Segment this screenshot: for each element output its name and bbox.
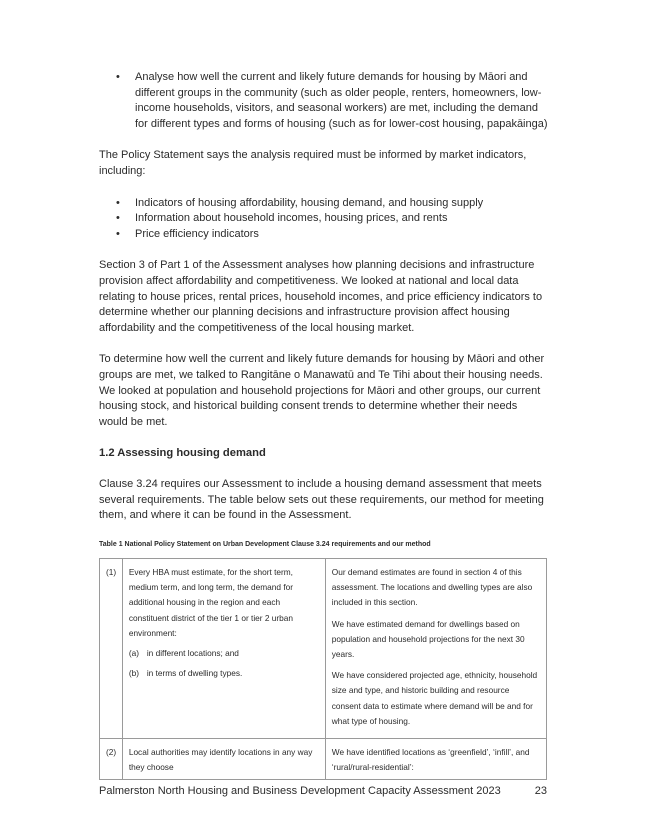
method-cell (325, 559, 546, 739)
clause-paragraph: Clause 3.24 requires our Assessment to include a housing demand assessment that meets several requirements. The table below sets out these requirements, our method for meeting them, and where it can be found in the Assessment. (99, 478, 544, 522)
table-row (100, 559, 547, 739)
bullet-text: Indicators of housing affordability, housing demand, and housing supply (135, 196, 484, 209)
page-content (99, 70, 549, 780)
bullet-text: Information about household incomes, housing prices, and rents (135, 212, 448, 225)
policy-paragraph: The Policy Statement says the analysis required must be informed by market indicators, including: (99, 149, 527, 177)
sub-item-label: (a) (128, 648, 139, 659)
method-text: We have considered projected age, ethnicity, household size and type, and historic building and resource consent data to estimate where demand will be and for what type of housing. (331, 670, 538, 726)
bullet-text: Analyse how well the current and likely future demands for housing by Māori and different groups in the community (such as older people, renters, homeowners, low-income households, visitors, and seasonal workers) are met, including the demand for different types and forms of housing (such as for lower-cost housing, papakāinga) (135, 71, 548, 130)
intro-bullet-list (99, 70, 549, 132)
list-item (99, 70, 549, 132)
method-text: Our demand estimates are found in section 4 of this assessment. The locations and dwelling types are also included in this section. (331, 567, 533, 608)
row-number: (2) (100, 739, 123, 779)
bullet-icon: • (116, 196, 120, 209)
bullet-text: Price efficiency indicators (135, 227, 259, 240)
demand-paragraph: To determine how well the current and likely future demands for housing by Māori and other groups are met, we talked to Rangitāne o Manawatū and Te Tihi about their housing needs. We looked at population and household projections for Māori and other groups, our current housing stock, and historical building consent trends to determine whether their needs would be met. (99, 353, 545, 428)
sub-item (129, 646, 319, 661)
list-item (99, 227, 549, 243)
row-number: (1) (100, 559, 123, 739)
bullet-icon: • (116, 71, 120, 83)
requirement-cell (122, 559, 325, 739)
sub-item-text: in terms of dwelling types. (146, 668, 243, 679)
section3-paragraph: Section 3 of Part 1 of the Assessment analyses how planning decisions and infrastructure provision affect affordability and competitiveness. We looked at national and local data relating to house prices, rental prices, household incomes, and price efficiency indicators to determine whether our planning decisions and infrastructure provision affect housing affordability and the competitiveness of the local housing market. (99, 259, 543, 334)
footer-title: Palmerston North Housing and Business Development Capacity Assessment 2023 (99, 785, 501, 797)
list-item (99, 211, 549, 227)
indicator-bullet-list (99, 196, 549, 243)
requirement-text: Every HBA must estimate, for the short term, medium term, and long term, the demand for additional housing in the region and each constituent district of the tier 1 or tier 2 urban environment: (128, 567, 294, 638)
table-row (100, 739, 547, 779)
requirement-cell: Local authorities may identify locations in any way they choose (122, 739, 325, 779)
method-text: We have estimated demand for dwellings based on population and household projections for the next 30 years. (331, 618, 525, 660)
requirements-table (99, 558, 547, 779)
page-number: 23 (534, 785, 547, 797)
bullet-icon: • (116, 212, 120, 225)
list-item (99, 196, 549, 212)
sub-item-text: in different locations; and (146, 648, 239, 659)
sub-item (129, 666, 319, 681)
sub-item-label: (b) (128, 668, 139, 679)
page-footer (99, 785, 547, 797)
method-cell: We have identified locations as ‘greenfield’, ‘infill’, and ‘rural/rural-residential’: (325, 739, 546, 779)
bullet-icon: • (116, 227, 120, 240)
section-heading: 1.2 Assessing housing demand (99, 447, 266, 460)
table-caption: Table 1 National Policy Statement on Urban Development Clause 3.24 requirements and our method (99, 541, 431, 549)
